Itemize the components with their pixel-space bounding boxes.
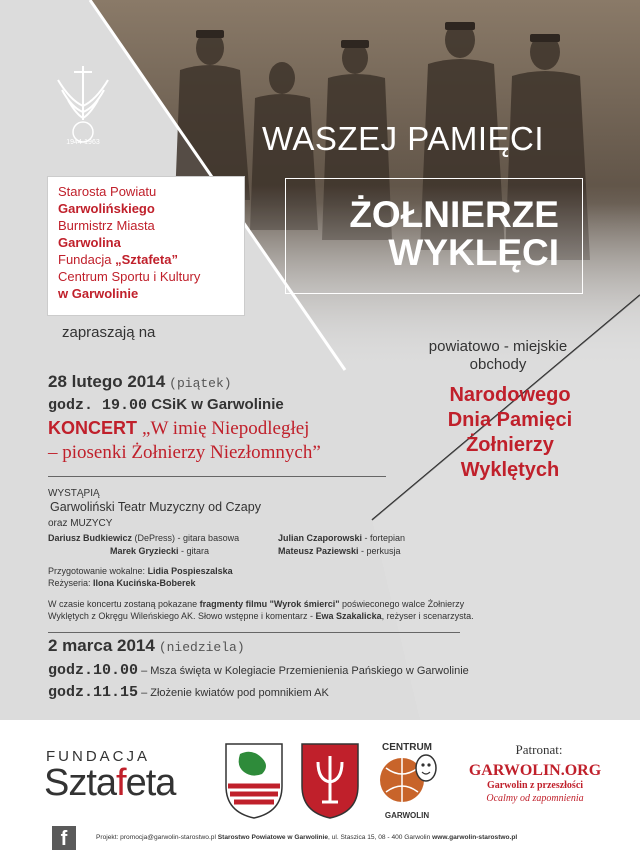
credits-address: , ul. Staszica 15, 08 - 400 Garwolin bbox=[328, 834, 433, 841]
director-label: Reżyseria: bbox=[48, 578, 94, 588]
credits-line bbox=[96, 834, 517, 841]
eagle-emblem-icon bbox=[50, 60, 116, 146]
centrum-logo bbox=[372, 738, 442, 822]
film-text: , reżyser i scenarzysta. bbox=[381, 611, 474, 621]
garwolin-crest-icon bbox=[298, 740, 362, 820]
title-line-2: WYKLĘCI bbox=[388, 232, 559, 273]
organizer-line bbox=[58, 251, 234, 268]
commentator-name: Ewa Szakalicka bbox=[315, 611, 382, 621]
credits-url[interactable]: www.garwolin-starostwo.pl bbox=[432, 834, 518, 841]
vocal-name: Lidia Pospieszalska bbox=[147, 566, 233, 576]
event-time: godz.10.00 bbox=[48, 662, 139, 679]
obchody-line: obchody bbox=[469, 356, 527, 373]
logo-part: Szta bbox=[44, 762, 117, 804]
day2-weekday: (niedziela) bbox=[158, 640, 245, 655]
organizer-line: Starosta Powiatu bbox=[58, 184, 157, 199]
obchody-name bbox=[390, 383, 630, 483]
vocal-credit bbox=[48, 566, 233, 576]
day1-time-place bbox=[48, 396, 284, 414]
musician bbox=[278, 546, 401, 556]
organizer-prefix: Fundacja bbox=[58, 252, 116, 267]
film-note-2 bbox=[48, 611, 474, 621]
musician-extra: (DePress) bbox=[132, 533, 176, 543]
facebook-icon[interactable]: f bbox=[52, 826, 76, 850]
musician bbox=[110, 546, 209, 556]
svg-text:CENTRUM: CENTRUM bbox=[382, 742, 432, 753]
obchody-red-line: Wyklętych bbox=[460, 459, 560, 481]
musician bbox=[48, 533, 239, 543]
svg-text:1944-1963: 1944-1963 bbox=[66, 139, 100, 146]
title-line-1: ŻOŁNIERZE bbox=[349, 194, 559, 235]
fundacja-label: FUNDACJA bbox=[46, 748, 151, 765]
logo-part: eta bbox=[125, 762, 176, 804]
koncert-heading bbox=[48, 418, 309, 440]
musician-name: Dariusz Budkiewicz bbox=[48, 533, 133, 543]
organizers-box bbox=[47, 176, 245, 316]
teatr-name: Garwoliński Teatr Muzyczny od Czapy bbox=[50, 500, 261, 514]
credits-text: Projekt: promocja@garwolin-starostwo.pl bbox=[96, 834, 218, 841]
page-title bbox=[285, 196, 559, 272]
sztafeta-logo bbox=[44, 762, 175, 805]
invite-text: zapraszają na bbox=[62, 324, 156, 341]
koncert-title-1: „W imię Niepodległej bbox=[142, 418, 310, 439]
event-text: – Złożenie kwiatów pod pomnikiem AK bbox=[138, 687, 329, 699]
koncert-title-2: – piosenki Żołnierzy Niezłomnych” bbox=[48, 442, 321, 463]
event-time: godz.11.15 bbox=[48, 684, 139, 701]
film-note bbox=[48, 599, 464, 609]
organizer-bold: „Sztafeta” bbox=[115, 252, 178, 267]
footer bbox=[0, 720, 640, 858]
musician-role: - fortepian bbox=[362, 533, 406, 543]
svg-text:GARWOLIN: GARWOLIN bbox=[384, 811, 430, 820]
divider bbox=[48, 476, 386, 477]
event-row bbox=[48, 684, 329, 701]
powiat-crest-icon bbox=[222, 740, 286, 820]
subtitle: WASZEJ PAMIĘCI bbox=[262, 120, 545, 157]
patronat-label: Patronat: bbox=[515, 742, 563, 757]
organizer-line: Burmistrz Miasta bbox=[58, 218, 155, 233]
organizer-line: Centrum Sportu i Kultury bbox=[58, 269, 201, 284]
logo-part: f bbox=[116, 762, 126, 804]
day1-date bbox=[48, 372, 232, 392]
organizer-line: w Garwolinie bbox=[58, 286, 139, 301]
film-title: fragmenty filmu "Wyrok śmierci" bbox=[199, 599, 340, 609]
obchody-line: powiatowo - miejskie bbox=[428, 338, 568, 355]
musician-name: Julian Czaporowski bbox=[278, 533, 363, 543]
divider bbox=[48, 632, 460, 633]
film-text: Wyklętych z Okręgu Wileńskiego AK. Słowo wstępne i komentarz - bbox=[48, 611, 316, 621]
day2-date bbox=[48, 636, 245, 656]
event-text: – Msza święta w Kolegiacie Przemienienia Pańskiego w Garwolinie bbox=[138, 665, 469, 677]
day1-weekday: (piątek) bbox=[169, 376, 232, 391]
garwolin-org-logo: GARWOLIN.ORG bbox=[468, 762, 602, 779]
event-row bbox=[48, 662, 469, 679]
wystapia-label: WYSTĄPIĄ bbox=[48, 488, 100, 499]
vocal-label: Przygotowanie wokalne: bbox=[48, 566, 148, 576]
director-credit bbox=[48, 578, 196, 588]
koncert-label: KONCERT bbox=[48, 418, 137, 438]
musician-name: Mateusz Paziewski bbox=[278, 546, 359, 556]
day1-place: CSiK w Garwolinie bbox=[151, 396, 284, 413]
film-text: W czasie koncertu zostaną pokazane bbox=[48, 599, 200, 609]
film-text: poświeconego walce Żołnierzy bbox=[339, 599, 465, 609]
musician-role: - perkusja bbox=[358, 546, 401, 556]
musician-name: Marek Gryziecki bbox=[110, 546, 179, 556]
day1-date-text: 28 lutego 2014 bbox=[48, 372, 166, 391]
musician-role: - gitara bbox=[178, 546, 210, 556]
obchody-red-line: Dnia Pamięci bbox=[447, 409, 573, 431]
garwolin-org-tagline: Ocalmy od zapomnienia bbox=[486, 793, 584, 804]
obchody-red-line: Żołnierzy bbox=[466, 434, 554, 456]
day2-date-text: 2 marca 2014 bbox=[48, 636, 155, 655]
director-name: Ilona Kucińska-Boberek bbox=[93, 578, 196, 588]
musician-role: - gitara basowa bbox=[175, 533, 240, 543]
day1-time: godz. 19.00 bbox=[48, 397, 148, 414]
garwolin-org-subtitle: Garwolin z przeszłości bbox=[486, 780, 584, 791]
muzycy-label: oraz MUZYCY bbox=[48, 518, 113, 529]
organizer-line: Garwolina bbox=[58, 235, 121, 250]
obchody-intro bbox=[380, 338, 616, 374]
musician bbox=[278, 533, 405, 543]
obchody-red-line: Narodowego bbox=[449, 384, 571, 406]
credits-org: Starostwo Powiatowe w Garwolinie bbox=[217, 834, 329, 841]
organizer-line: Garwolińskiego bbox=[58, 201, 155, 216]
